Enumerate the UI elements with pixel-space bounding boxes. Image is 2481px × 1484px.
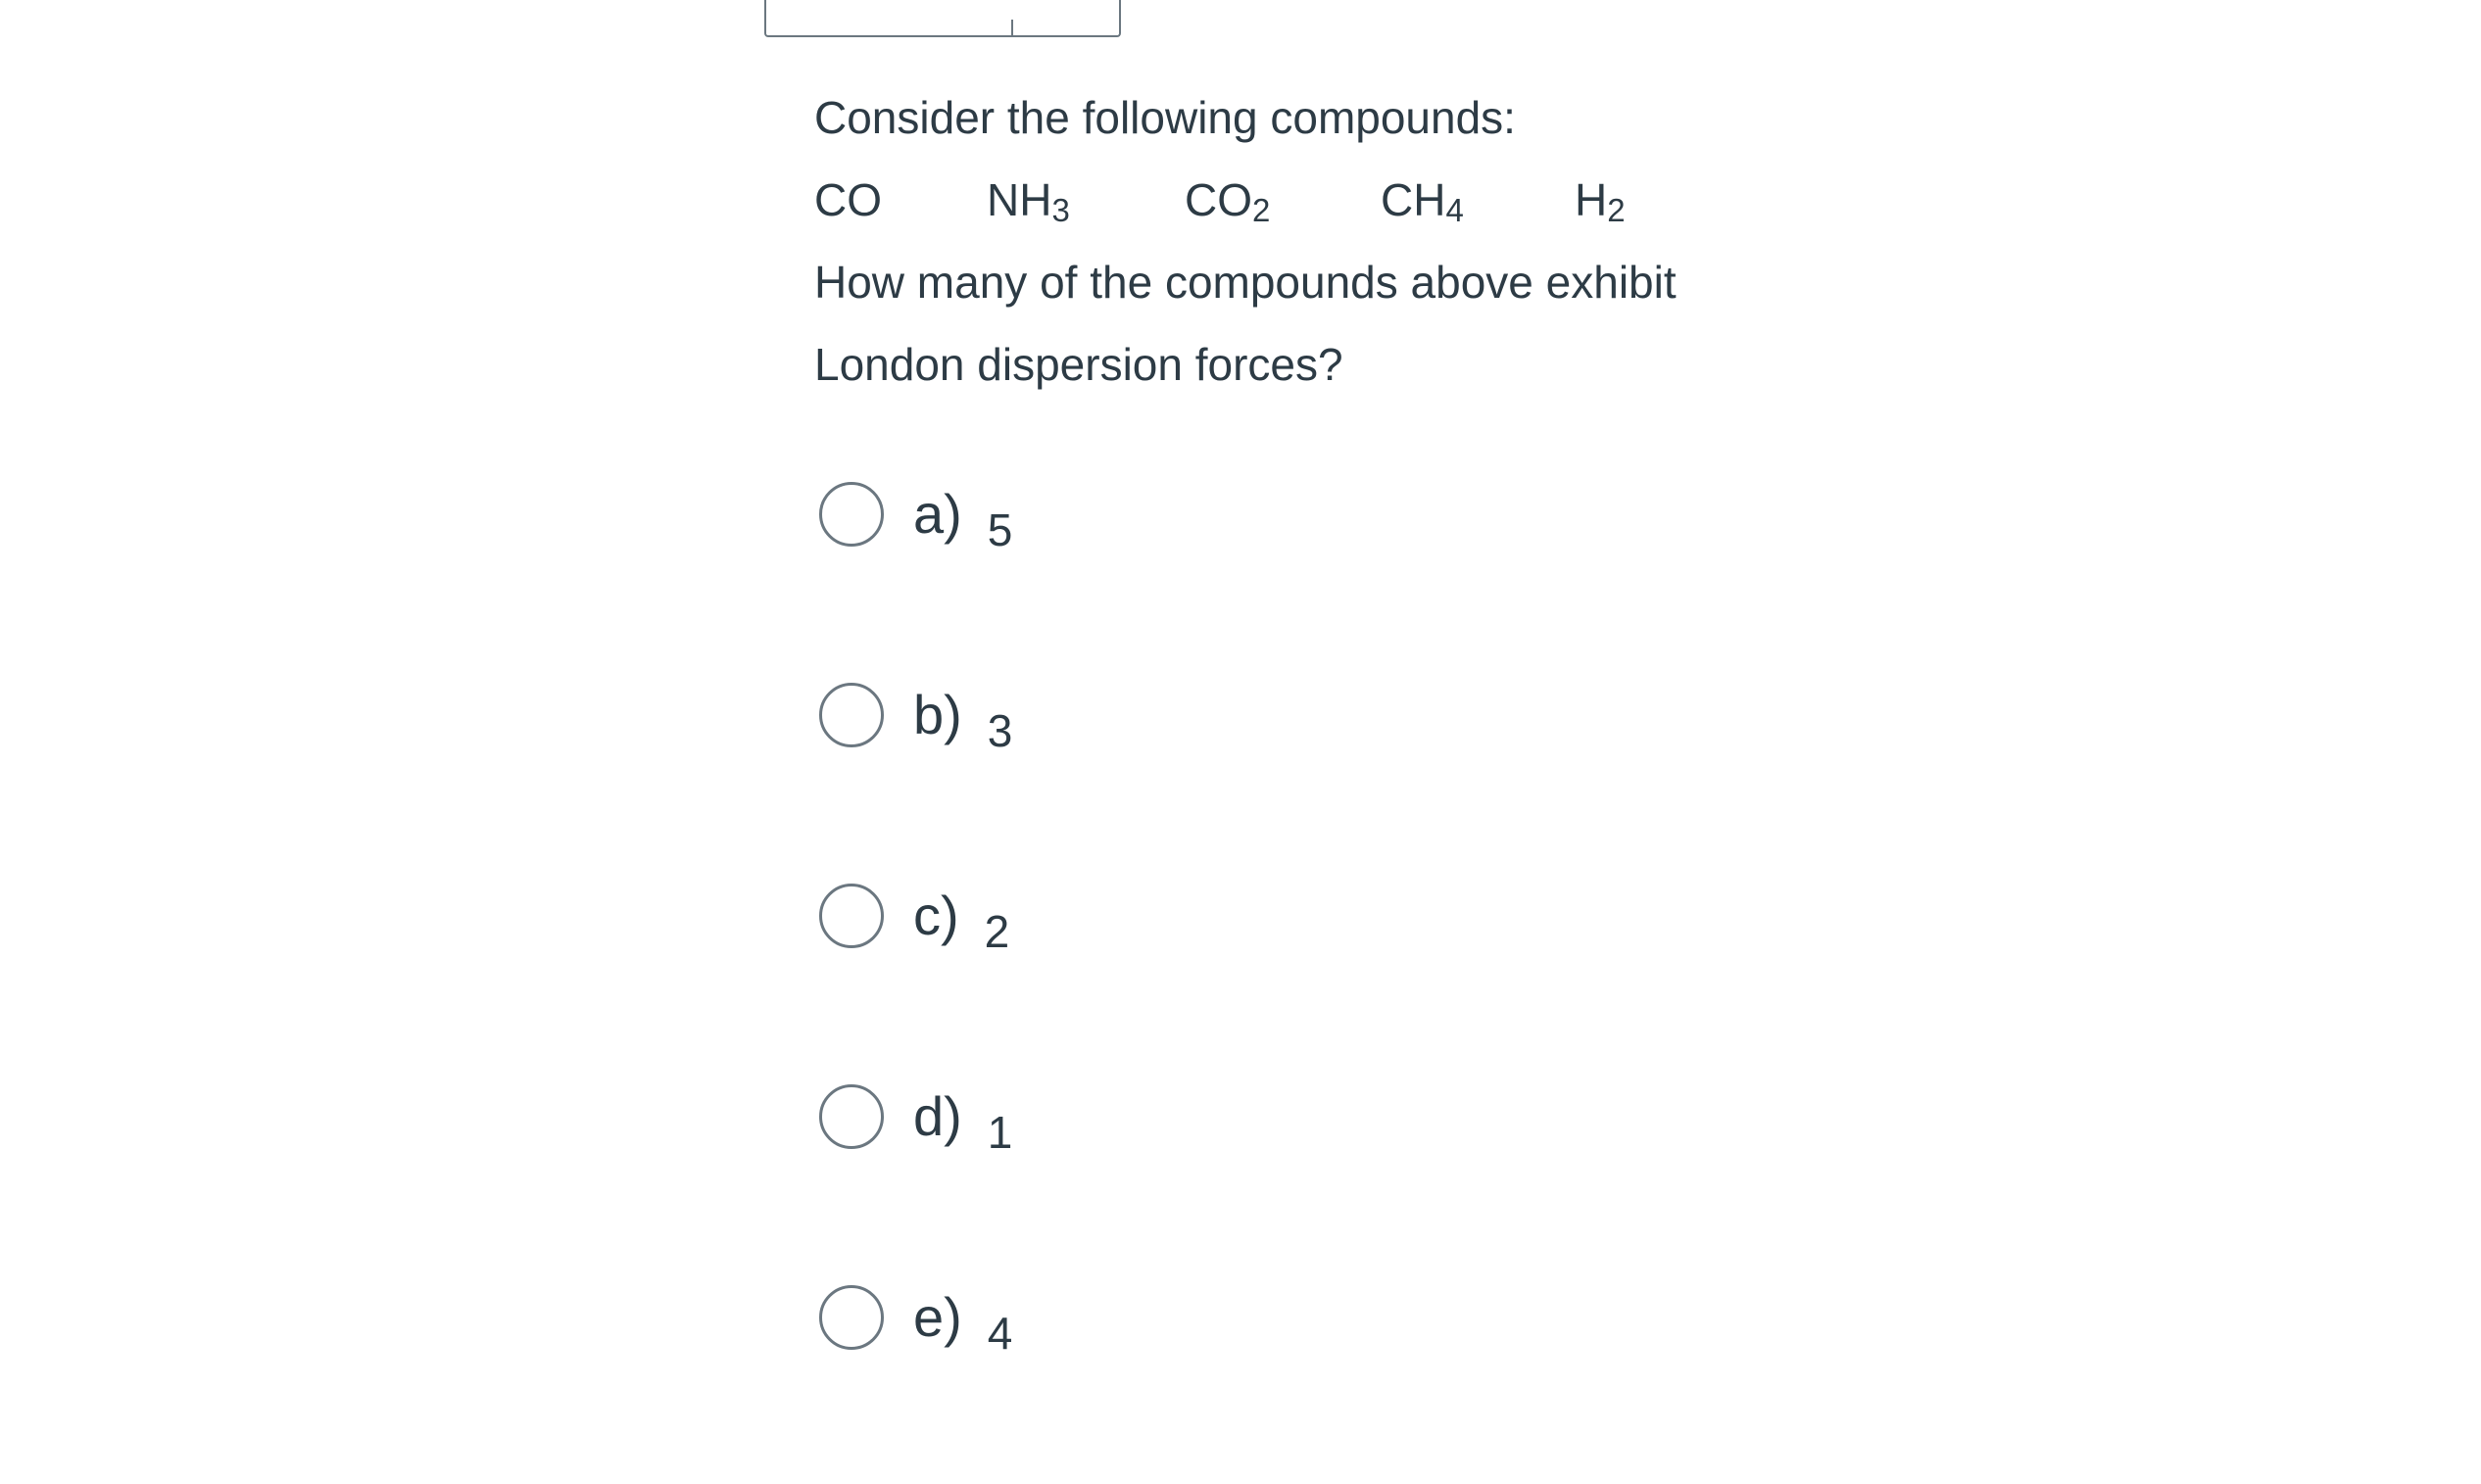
compound-co: CO [814,174,882,225]
question-prompt-line2: London dispersion forces? [814,339,1343,390]
option-b[interactable] [819,681,1211,759]
option-e-value: 4 [987,1308,1013,1359]
option-c-value: 2 [984,906,1010,957]
option-a[interactable] [819,480,1211,558]
radio-button-e[interactable] [819,1285,884,1350]
option-c[interactable] [819,882,1211,960]
compound-ch4: $CH_4$ [1381,174,1464,228]
option-b-value: 3 [987,705,1013,756]
option-e-letter: e) [913,1286,962,1348]
question-prompt-line1: How many of the compounds above exhibit [814,257,1677,308]
option-e[interactable] [819,1283,1211,1362]
radio-button-c[interactable] [819,884,884,948]
radio-button-b[interactable] [819,683,884,747]
option-b-letter: b) [913,684,962,745]
compound-h2: $H_2$ [1575,174,1626,228]
question-body [814,76,1794,406]
radio-button-a[interactable] [819,482,884,547]
option-d-letter: d) [913,1085,962,1147]
option-d-value: 1 [987,1107,1013,1158]
option-d[interactable] [819,1082,1211,1161]
option-c-letter: c) [913,885,959,946]
toolbar-divider [1011,20,1013,35]
compound-nh3: $NH_3$ [987,174,1070,228]
radio-button-d[interactable] [819,1084,884,1149]
question-intro: Consider the following compounds: [814,92,1516,143]
option-a-value: 5 [987,504,1013,555]
compound-co2: $CO_2$ [1185,174,1271,228]
compound-list [814,159,1794,241]
option-a-letter: a) [913,483,962,545]
toolbar-fragment [764,0,1121,37]
